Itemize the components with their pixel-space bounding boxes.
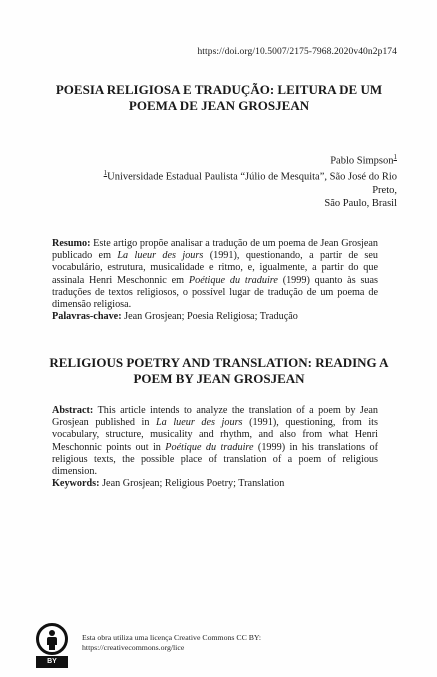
affiliation-line-2: São Paulo, Brasil [324,197,397,209]
resumo-label: Resumo: [52,238,91,249]
title-portuguese [38,82,400,114]
license-line-1: Esta obra utiliza uma licença Creative Commons CC BY: [82,633,262,642]
affiliation-line-1: Universidade Estadual Paulista “Júlio de Mesquita”, São José do Rio Preto, [107,171,397,196]
resumo-text-2: (1991), questionando, a partir de seu vocabulário, estrutura, musicalidade e ritmo, e, igualmente, a partir do que assinala Henri Meschonnic em [52,250,379,286]
title-pt-line-1: POESIA RELIGIOSA E TRADUÇÃO: LEITURA DE UM [55,82,383,97]
palavras-chave-text: Jean Grosjean; Poesia Religiosa; Tradução [121,311,298,323]
license-text [82,633,342,653]
abstract-italic-1: La lueur des jours [156,417,243,429]
cc-person-legs [49,644,55,650]
cc-by-badge: BY [36,656,68,668]
resumo-text-1: Este artigo propõe analisar a tradução de um poema de Jean Grosjean publicado em [52,238,378,262]
abstract-portuguese [52,238,378,323]
abstract-english [52,405,378,490]
cc-person-head [49,630,55,636]
license-link[interactable]: https://creativecommons.org/lice [82,643,185,652]
cc-by-icon[interactable] [36,623,68,655]
abstract-italic-2: Poétique du traduire [165,441,254,453]
title-english [38,355,400,387]
title-pt-line-2: POEMA DE JEAN GROSJEAN [128,98,310,113]
author-name: Pablo Simpson [330,155,394,167]
abstract-text-1: This article intends to analyze the translation of a poem by Jean Grosjean published in [52,405,378,429]
author [330,153,397,167]
author-footnote-mark[interactable]: 1 [393,153,397,161]
title-en-line-1: RELIGIOUS POETRY AND TRANSLATION: READING A [49,355,389,370]
resumo-italic-1: La lueur des jours [117,250,204,262]
abstract-text-3: (1999) in his translations of religious texts, the possible place of translation of a poem of religious dimension. [52,441,378,478]
affiliation-mark: 1 [103,169,108,177]
abstract-paragraph [52,405,378,478]
abstract-text-2: (1991), questioning, from its vocabulary, structure, musicality and rhythm, and also from what Henri Meschonnic points out in [52,417,378,453]
resumo-paragraph [52,238,378,311]
resumo-text-3: (1999) quanto às suas traduções de textos religiosos, o possível lugar de tradução de um poema de dimensão religiosa. [52,274,378,311]
affiliation [77,167,397,210]
palavras-chave [52,311,378,323]
keywords-label: Keywords: [52,478,100,490]
palavras-chave-label: Palavras-chave: [52,311,122,323]
keywords-text: Jean Grosjean; Religious Poetry; Translation [99,478,285,490]
resumo-italic-2: Poétique du traduire [188,274,278,286]
abstract-label: Abstract: [52,405,94,416]
keywords [52,478,378,490]
title-en-line-2: POEM BY JEAN GROSJEAN [133,371,305,386]
doi-link[interactable]: https://doi.org/10.5007/2175-7968.2020v40n2p174 [197,47,397,57]
license-block [36,623,336,663]
